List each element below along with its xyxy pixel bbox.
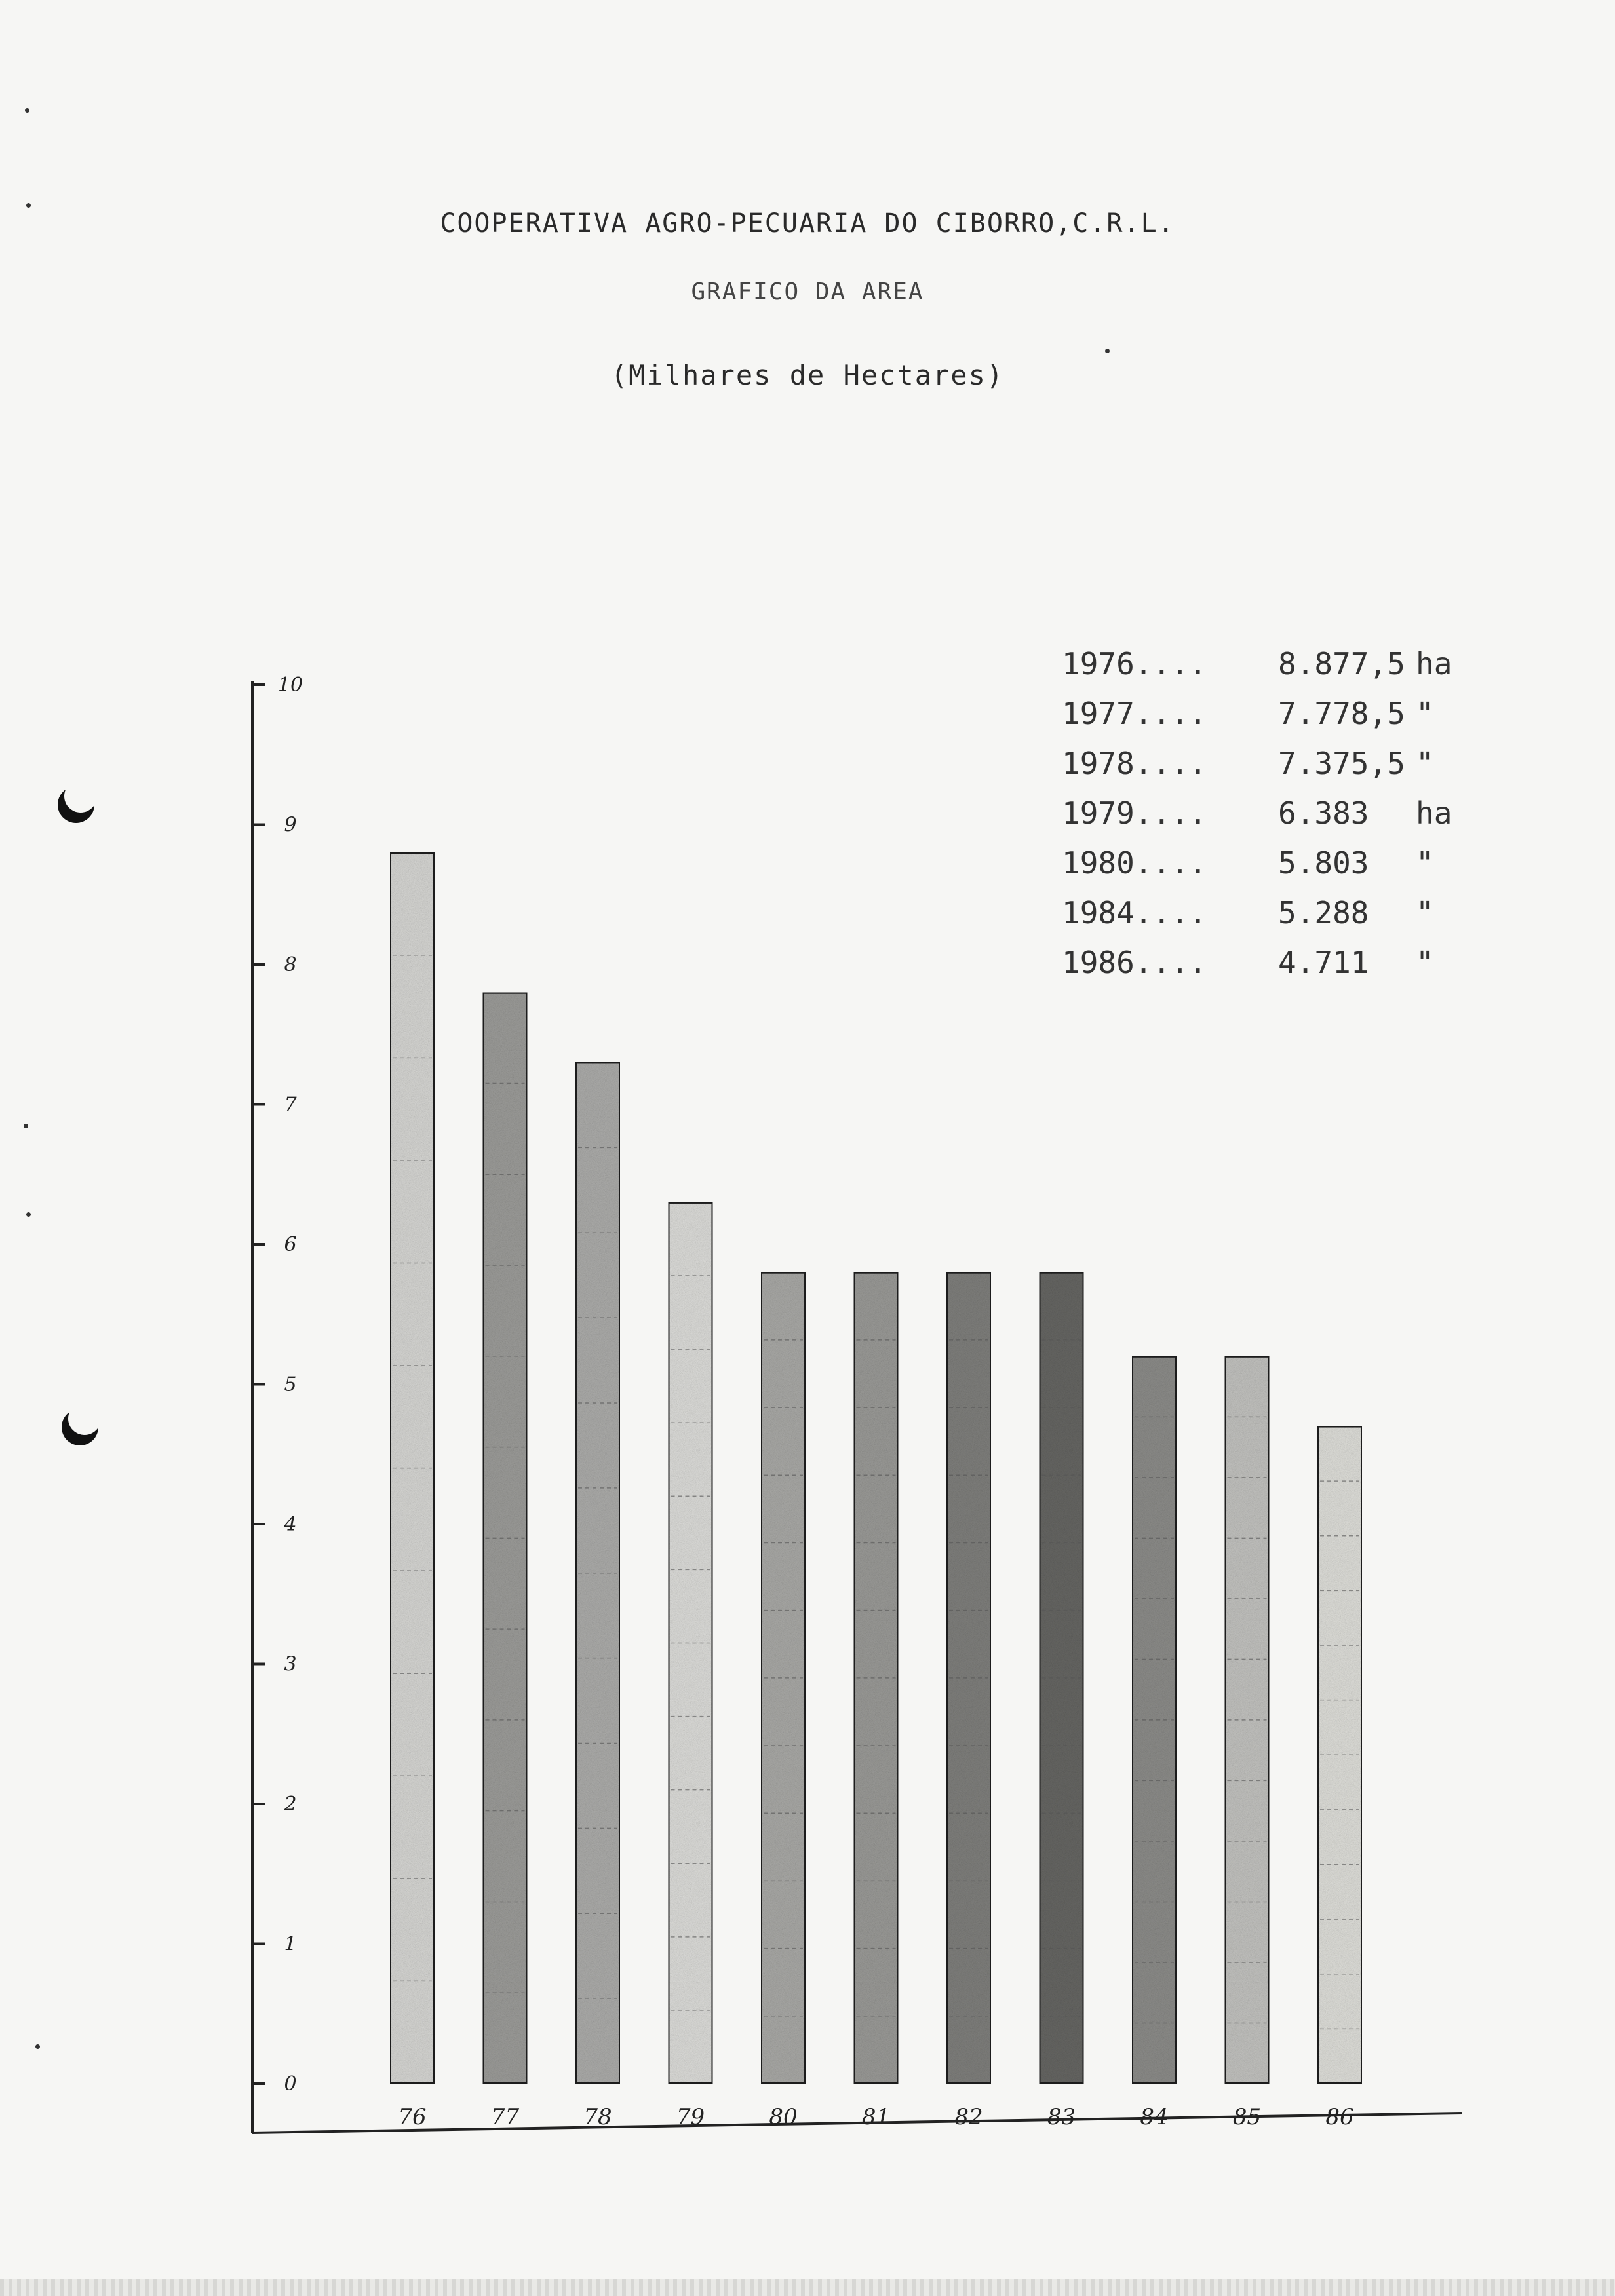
value-unit: ha bbox=[1416, 646, 1452, 681]
value-unit: " bbox=[1416, 845, 1434, 881]
bar bbox=[1132, 1356, 1177, 2084]
bar bbox=[669, 1202, 713, 2084]
bar bbox=[1317, 1426, 1362, 2084]
value-unit: " bbox=[1416, 945, 1434, 980]
y-tick-label: 9 bbox=[284, 813, 297, 837]
value-unit: " bbox=[1416, 895, 1434, 930]
value-year: 1986.... bbox=[1062, 945, 1207, 980]
x-tick-label: 76 bbox=[398, 2104, 427, 2130]
bar bbox=[1040, 1272, 1084, 2084]
value-year: 1980.... bbox=[1062, 845, 1207, 881]
value-unit: ha bbox=[1416, 795, 1452, 831]
value-year: 1977.... bbox=[1062, 696, 1207, 731]
bar bbox=[946, 1272, 991, 2084]
x-tick-label: 77 bbox=[490, 2104, 520, 2130]
x-tick-label: 85 bbox=[1232, 2104, 1262, 2130]
y-tick-label: 5 bbox=[284, 1373, 297, 1396]
y-tick-label: 6 bbox=[284, 1233, 297, 1256]
chart-labels bbox=[278, 674, 1354, 2130]
value-year: 1976.... bbox=[1062, 646, 1207, 681]
value-year: 1979.... bbox=[1062, 795, 1207, 831]
value-area: 7.778,5 bbox=[1278, 696, 1405, 731]
y-tick-label: 10 bbox=[277, 674, 303, 697]
chart-unit: (Milhares de Hectares) bbox=[610, 359, 1005, 391]
value-area: 8.877,5 bbox=[1278, 646, 1405, 681]
organization-name: COOPERATIVA AGRO-PECUARIA DO CIBORRO,C.R.L. bbox=[440, 208, 1175, 239]
value-area: 7.375,5 bbox=[1278, 746, 1405, 781]
y-tick-label: 8 bbox=[284, 953, 297, 976]
value-unit: " bbox=[1416, 746, 1434, 781]
x-axis-line bbox=[252, 2113, 1462, 2133]
y-tick-label: 7 bbox=[284, 1093, 297, 1117]
x-tick-label: 78 bbox=[583, 2104, 612, 2130]
bar bbox=[1225, 1356, 1270, 2084]
value-year: 1984.... bbox=[1062, 895, 1207, 930]
scan-edge bbox=[0, 2279, 1615, 2296]
bar bbox=[575, 1062, 620, 2084]
bar bbox=[761, 1272, 806, 2084]
bar bbox=[854, 1272, 899, 2084]
x-tick-label: 82 bbox=[954, 2104, 983, 2130]
x-tick-label: 86 bbox=[1325, 2104, 1354, 2130]
y-tick-label: 2 bbox=[284, 1793, 297, 1816]
y-tick-label: 4 bbox=[284, 1513, 297, 1536]
value-area: 4.711 bbox=[1278, 945, 1369, 980]
x-tick-label: 84 bbox=[1140, 2104, 1169, 2130]
bar bbox=[483, 993, 528, 2084]
x-tick-label: 83 bbox=[1047, 2104, 1076, 2130]
x-tick-label: 79 bbox=[676, 2104, 705, 2130]
value-area: 5.803 bbox=[1278, 845, 1369, 881]
value-area: 6.383 bbox=[1278, 795, 1369, 831]
y-tick-label: 3 bbox=[284, 1653, 297, 1676]
value-area: 5.288 bbox=[1278, 895, 1369, 930]
y-tick-label: 1 bbox=[284, 1932, 297, 1956]
y-tick-label: 0 bbox=[284, 2073, 297, 2095]
x-tick-label: 81 bbox=[861, 2104, 891, 2130]
bar bbox=[390, 852, 435, 2084]
value-year: 1978.... bbox=[1062, 746, 1207, 781]
x-tick-label: 80 bbox=[769, 2104, 798, 2130]
value-unit: " bbox=[1416, 696, 1434, 731]
chart-title: GRAFICO DA AREA bbox=[691, 278, 924, 305]
chart-bars bbox=[390, 852, 1362, 2084]
